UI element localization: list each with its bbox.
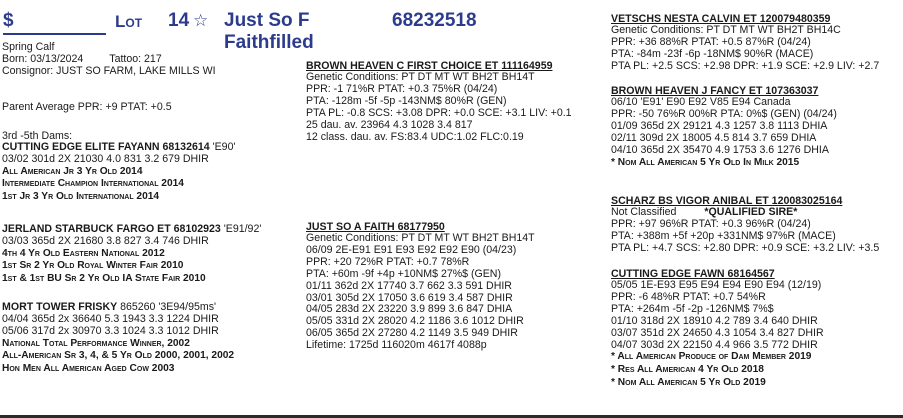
dams-dam-line: PTA: +264m -5f -2p -126NM$ 7%$ bbox=[611, 302, 774, 315]
sires-dam-name: BROWN HEAVEN J FANCY ET 107363037 bbox=[611, 85, 819, 97]
dams-dam-honor: * Res All American 4 Yr Old 2018 bbox=[611, 364, 764, 376]
dam-record: 03/02 301d 2X 21030 4.0 831 3.2 679 DHIR bbox=[2, 152, 209, 165]
parent-average: Parent Average PPR: +9 PTAT: +0.5 bbox=[2, 101, 172, 113]
dam-honor: 4th 4 Yr Old Eastern National 2012 bbox=[2, 247, 165, 259]
dam-score: 'E91/92' bbox=[220, 223, 262, 235]
dam-block-name: JUST SO A FAITH 68177950 bbox=[306, 221, 445, 233]
dams-dam-block bbox=[611, 268, 824, 389]
dam-line: 05/05 331d 2X 28020 4.2 1186 3.6 1012 DHIR bbox=[306, 315, 524, 328]
dam-honor: All-American Sr 3, 4, & 5 Yr Old 2000, 2001, 2002 bbox=[2, 350, 235, 362]
dams-sire-name: SCHARZ BS VIGOR ANIBAL ET 120083025164 bbox=[611, 195, 843, 207]
dam-line: PTA: +60m -9f +4p +10NM$ 27%$ (GEN) bbox=[306, 267, 501, 280]
dam-honor: 1st & 1st BU Sr 2 Yr Old IA State Fair 2010 bbox=[2, 273, 206, 284]
dams-dam-line: 04/07 303d 2X 22150 4.4 966 3.5 772 DHIR bbox=[611, 338, 818, 351]
sires-dam-block bbox=[611, 85, 837, 169]
dam-honor: National Total Performance Winner, 2002 bbox=[2, 337, 190, 349]
sire-name: BROWN HEAVEN C FIRST CHOICE ET 111164959 bbox=[306, 60, 553, 72]
sires-dam-line: 04/10 365d 2X 35470 4.9 1753 3.6 1276 DHIA bbox=[611, 143, 829, 156]
dam-line: 03/01 305d 2X 17050 3.6 619 3.4 587 DHIR bbox=[306, 291, 513, 304]
sires-sire-line: PTA: -84m -23f -6p -18NM$ 90%R (MACE) bbox=[611, 47, 814, 60]
dams-dam-line: 05/05 1E-E93 E95 E94 E94 E90 E94 (12/19) bbox=[611, 279, 822, 291]
dam-record: 03/03 365d 2X 21680 3.8 827 3.4 746 DHIR bbox=[2, 234, 209, 247]
sires-dam-honor: * Nom All American 5 Yr Old In Milk 2015 bbox=[611, 156, 800, 168]
sire-line: 25 dau. av. 23964 4.3 1028 3.4 817 bbox=[306, 118, 473, 131]
sires-dam-line: 02/11 309d 2X 18005 4.5 814 3.7 659 DHIA bbox=[611, 131, 817, 144]
price-blank: $ bbox=[3, 10, 106, 35]
dams-label: 3rd -5th Dams: bbox=[2, 130, 73, 142]
dam-record: 04/04 365d 2x 36640 5.3 1943 3.3 1224 DHIR bbox=[2, 312, 219, 325]
dams-sire-line: PTA: +388m +5f +20p +331NM$ 97%R (MACE) bbox=[611, 229, 836, 242]
registration-number: 68232518 bbox=[392, 10, 477, 31]
sires-sire-block bbox=[611, 13, 879, 73]
dams-sire-class: Not Classified bbox=[611, 206, 677, 218]
dam-entry bbox=[2, 142, 235, 204]
dams-sire-block bbox=[611, 195, 879, 255]
dams-dam-name: CUTTING EDGE FAWN 68164567 bbox=[611, 268, 775, 280]
tattoo: Tattoo: 217 bbox=[109, 52, 162, 65]
sire-block bbox=[306, 60, 572, 143]
sire-line: Genetic Conditions: PT DT MT WT BH2T BH14T bbox=[306, 71, 535, 83]
dams-dam-line: 01/10 318d 2X 18910 4.2 789 3.4 640 DHIR bbox=[611, 314, 818, 327]
sires-sire-line: PPR: +36 88%R PTAT: +0.5 87%R (04/24) bbox=[611, 35, 811, 48]
sires-dam-line: 01/09 365d 2X 29121 4.3 1257 3.8 1113 DHIA bbox=[611, 119, 828, 132]
qualified-sire-badge: *QUALIFIED SIRE* bbox=[704, 206, 798, 218]
dam-line: 06/09 2E-E91 E91 E93 E92 E92 E90 (04/23) bbox=[306, 243, 517, 256]
dam-line: PPR: +20 72%R PTAT: +0.7 78%R bbox=[306, 255, 470, 268]
dam-line: 04/05 283d 2X 23220 3.9 899 3.6 847 DHIA bbox=[306, 303, 513, 316]
dam-honor: 1st Jr 3 Yr Old International 2014 bbox=[2, 191, 160, 202]
sire-line: PTA PL: -0.8 SCS: +3.08 DPR: +0.0 SCE: +3.1 LIV: +0.1 bbox=[306, 106, 572, 119]
lot-label: Lot bbox=[115, 12, 143, 31]
animal-class: Spring Calf bbox=[2, 41, 55, 53]
dam-name: CUTTING EDGE ELITE FAYANN 68132614 bbox=[2, 141, 210, 153]
dams-sire-line: PTA PL: +4.7 SCS: +2.80 DPR: +0.9 SCE: +3.2 LIV: +3.5 bbox=[611, 241, 880, 254]
dam-line: Genetic Conditions: PT DT MT WT BH2T BH14T bbox=[306, 232, 535, 244]
dam-honor: Intermediate Champion International 2014 bbox=[2, 178, 184, 190]
sire-line: PTA: -128m -5f -5p -143NM$ 80%R (GEN) bbox=[306, 94, 507, 107]
dam-name: JERLAND STARBUCK FARGO ET 68102923 bbox=[2, 223, 221, 235]
sires-sire-line: PTA PL: +2.5 SCS: +2.98 DPR: +1.9 SCE: +2.9 LIV: +2.7 bbox=[611, 59, 880, 72]
dams-dam-honor: * Nom All American 5 Yr Old 2019 bbox=[611, 376, 766, 388]
consignor: Consignor: JUST SO FARM, LAKE MILLS WI bbox=[2, 64, 216, 77]
dams-dam-line: PPR: -6 48%R PTAT: +0.7 54%R bbox=[611, 290, 766, 303]
animal-info bbox=[2, 42, 216, 78]
dam-honor: Hon Men All American Aged Cow 2003 bbox=[2, 362, 175, 374]
sires-sire-line: Genetic Conditions: PT DT MT WT BH2T BH14C bbox=[611, 24, 841, 36]
sire-line: PPR: -1 71%R PTAT: +0.3 75%R (04/24) bbox=[306, 82, 498, 95]
star-icon: ☆ bbox=[193, 11, 209, 30]
dam-honor: 1st Sr 2 Yr Old Royal Winter Fair 2010 bbox=[2, 260, 184, 272]
dam-record: 05/06 317d 2x 30970 3.3 1024 3.3 1012 DHIR bbox=[2, 324, 219, 337]
dam-entry bbox=[2, 224, 261, 286]
dams-sire-line: PPR: +97 96%R PTAT: +0.3 96%R (04/24) bbox=[611, 217, 811, 230]
dams-dam-honor: * All American Produce of Dam Member 2019 bbox=[611, 351, 812, 363]
lot-number: 14 bbox=[168, 10, 190, 31]
dam-score: 865260 '3E94/95ms' bbox=[117, 301, 217, 313]
dam-name: MORT TOWER FRISKY bbox=[2, 301, 118, 313]
dam-line: 06/05 365d 2X 27280 4.2 1149 3.5 949 DHIR bbox=[306, 327, 518, 340]
dams-dam-line: 03/07 351d 2X 24650 4.3 1054 3.4 827 DHIR bbox=[611, 326, 824, 339]
dam-line: 01/11 362d 2X 17740 3.7 662 3.3 591 DHIR bbox=[306, 279, 512, 292]
sires-sire-name: VETSCHS NESTA CALVIN ET 120079480359 bbox=[611, 13, 831, 25]
sires-dam-line: 06/10 'E91' E90 E92 V85 E94 Canada bbox=[611, 96, 791, 108]
dam-lifetime: Lifetime: 1725d 116020m 4617f 4088p bbox=[306, 339, 487, 352]
sires-dam-line: PPR: -50 76%R 00%R PTA: 0%$ (GEN) (04/24) bbox=[611, 107, 837, 120]
dam-score: 'E90' bbox=[209, 141, 236, 153]
dam-block bbox=[306, 221, 535, 352]
animal-name: Just So F Faithfilled bbox=[224, 10, 314, 53]
sire-line: 12 class. dau. av. FS:83.4 UDC:1.02 FLC:0.19 bbox=[306, 130, 524, 143]
dam-entry bbox=[2, 302, 234, 376]
dam-honor: All American Jr 3 Yr Old 2014 bbox=[2, 165, 143, 177]
born-date: Born: 03/13/2024 bbox=[2, 52, 84, 65]
